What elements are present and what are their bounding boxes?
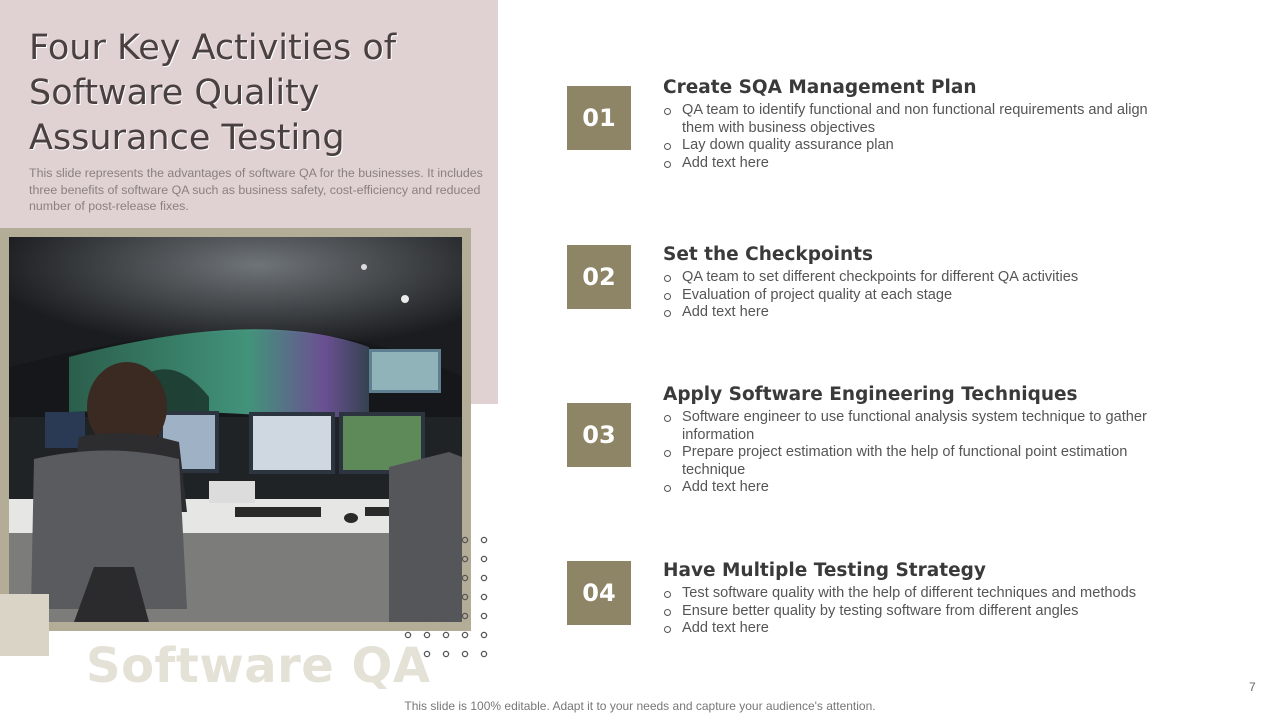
bullet-item: Ensure better quality by testing software from different angles <box>663 603 1153 621</box>
decorative-square <box>0 594 49 656</box>
control-room-photo <box>9 237 462 622</box>
activity-title: Create SQA Management Plan <box>663 77 977 98</box>
watermark-text: Software QA <box>86 638 431 694</box>
activity-number-box: 04 <box>567 561 631 625</box>
activity-number-box: 02 <box>567 245 631 309</box>
footer-note: This slide is 100% editable. Adapt it to your needs and capture your audience's attention. <box>404 699 876 713</box>
bullet-item: Software engineer to use functional analysis system technique to gather information <box>663 409 1153 444</box>
bullet-item: Add text here <box>663 479 1153 497</box>
bullet-item: QA team to set different checkpoints for different QA activities <box>663 269 1153 287</box>
page-number: 7 <box>1249 680 1256 694</box>
activity-number-box: 03 <box>567 403 631 467</box>
activity-title: Have Multiple Testing Strategy <box>663 560 986 581</box>
bullet-item: Add text here <box>663 155 1153 173</box>
activity-title: Set the Checkpoints <box>663 244 874 265</box>
activity-title: Apply Software Engineering Techniques <box>663 384 1078 405</box>
bullet-item: Prepare project estimation with the help of functional point estimation technique <box>663 444 1153 479</box>
slide-title: Four Key Activities of Software Quality Assurance Testing <box>29 28 397 158</box>
bullet-item: Add text here <box>663 304 1153 322</box>
bullet-item: Test software quality with the help of different techniques and methods <box>663 585 1153 603</box>
bullet-item: Lay down quality assurance plan <box>663 137 1153 155</box>
activity-bullet-list <box>663 269 1153 322</box>
slide-subtitle: This slide represents the advantages of software QA for the businesses. It includes three benefits of software QA such as business safety, cost-efficiency and reduced number of post-release fixes. <box>29 166 483 213</box>
activity-bullet-list <box>663 585 1153 638</box>
bullet-item: QA team to identify functional and non functional requirements and align them with business objectives <box>663 102 1153 137</box>
activity-bullet-list <box>663 409 1153 497</box>
activity-number-box: 01 <box>567 86 631 150</box>
bullet-item: Evaluation of project quality at each stage <box>663 287 1153 305</box>
activity-bullet-list <box>663 102 1153 172</box>
bullet-item: Add text here <box>663 620 1153 638</box>
